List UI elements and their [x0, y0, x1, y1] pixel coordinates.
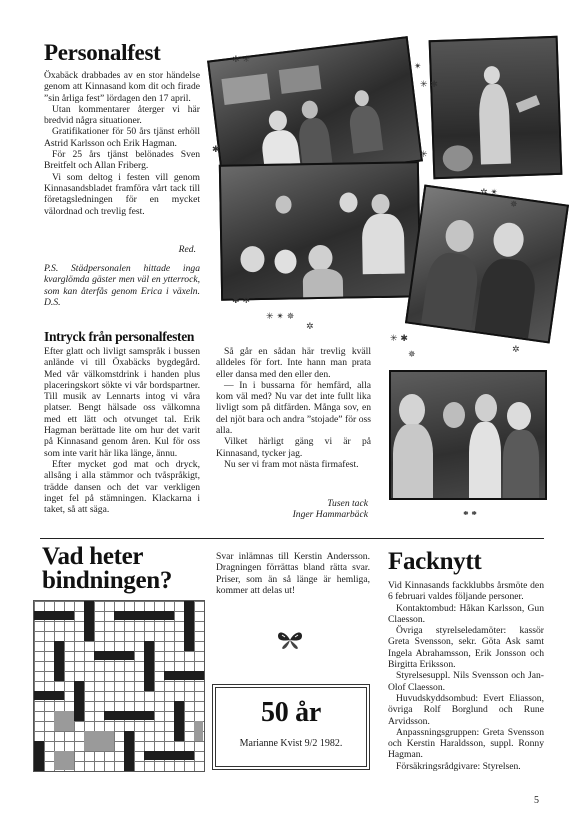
photo-couple	[405, 185, 569, 344]
photo-group	[219, 161, 421, 300]
intryck-col2-p1: Så går en sådan här trevlig kväll alldeles för fort. Inte hann man prata eller dansa med den eller den.	[216, 346, 371, 380]
facknytt-p4: Styrelsesuppl. Nils Svensson och Jan-Olof Claesson.	[388, 670, 544, 693]
personalfest-title: Personalfest	[44, 40, 161, 65]
personalfest-ps: P.S. Städpersonalen hittade inga kvarglömda gäster men väl en ytterrock, som kan återfås genom Erica i växeln. D.S.	[44, 263, 200, 308]
star-icon: ✲ ✴	[480, 188, 498, 198]
intryck-col1-p2: Efter mycket god mat och dryck, allsång i alla stämmor och tvåspråkigt, trädde dansen och det var verkligen inget fel på stämningen. Klackarna i taket, så att säga.	[44, 458, 200, 516]
star-icon: ✳ ✱	[420, 80, 438, 90]
page-number: 5	[534, 795, 539, 806]
intryck-col1-p1: Efter glatt och livligt samspråk i bussen anlände vi till Öxabäcks bygdegård. Med vår välkomstdrink i handen plus placeringskort sökte vi vår bordspartner. Till musik av Lennarts intog vi våra platser. Bengt hälsade oss välkomna med ett lätt och otvunget tal. Erik Hagman berättade lite om hur det varit på Kinnasand genom åren. Kul för oss som inte varit här lika länge, ännu.	[44, 346, 200, 459]
personalfest-p4: För 25 års tjänst belönades Sven Breitfelt och Allan Friberg.	[44, 149, 200, 172]
intryck-thanks: Tusen tack	[327, 498, 368, 509]
star-icon: ✵	[510, 200, 518, 210]
star-icon: ✲ ✳	[232, 55, 250, 65]
facknytt-p5: Huvudskyddsombud: Evert Eliasson, övriga Rolf Borglund och Rune Arvidsson.	[388, 692, 544, 727]
facknytt-body	[388, 580, 544, 772]
facknytt-p7: Försäkringsrådgivare: Styrelsen.	[396, 760, 521, 772]
facknytt-p3: Övriga styrelseledamöter: kassör Greta Svensson, sekr. Göta Ask samt Ingela Abrahamsson, Erik Jonsson och Birgitta Eriksson.	[388, 625, 544, 671]
star-icon: ✳ ✴ ✵	[266, 312, 295, 322]
anniversary-title: 50 år	[261, 697, 321, 728]
anniversary-box	[212, 684, 370, 770]
star-icon: ✱ ✲	[232, 296, 250, 306]
personalfest-p3: Gratifikationer för 50 års tjänst erhöll Astrid Karlsson och Erik Hagman.	[44, 126, 200, 149]
star-icon: ✵	[408, 350, 416, 360]
section-divider	[40, 538, 544, 539]
bindningen-title-line1: Vad heter	[42, 543, 144, 570]
anniversary-subtitle: Marianne Kvist 9/2 1982.	[239, 738, 343, 749]
star-icon: ✴	[414, 62, 422, 72]
butterfly-icon	[276, 630, 304, 650]
star-icon: ✲	[512, 345, 520, 355]
weave-pattern	[33, 600, 205, 772]
star-icon: ✳ ✱	[390, 334, 408, 344]
personalfest-body	[44, 70, 200, 217]
star-icon: ✲	[306, 322, 314, 332]
star-icon: ✱	[212, 145, 220, 155]
facknytt-p2: Kontaktombud: Håkan Karlsson, Gun Claesson.	[388, 602, 544, 625]
star-icon: ✳	[420, 150, 428, 160]
intryck-col2-p4: Nu ser vi fram mot nästa firmafest.	[224, 458, 359, 470]
facknytt-p6: Anpassningsgruppen: Greta Svensson och Kerstin Haraldsson, suppl. Ronny Hagman.	[388, 726, 544, 761]
photo-ladies	[389, 370, 547, 500]
personalfest-p2: Utan kommentarer återger vi här bredvid några situationer.	[44, 103, 200, 127]
personalfest-p5: Vi som deltog i festen vill genom Kinnasandsbladet framföra vårt tack till företagsledningen för en mycket välordnad och trevlig fest.	[44, 171, 200, 217]
intryck-col2	[216, 346, 371, 470]
personalfest-signature: Red.	[178, 244, 196, 255]
bindningen-title-line2: bindningen?	[42, 567, 173, 594]
personalfest-p1: Öxabäck drabbades av en stor händelse genom att Kinnasand kom dit och firade ”sin årliga fest” lördagen den 17 april.	[44, 70, 200, 104]
intryck-author: Inger Hammarbäck	[292, 509, 368, 520]
intryck-col2-p2: — In i bussarna för hemfärd, alla kom väl med? Nu var det inte fullt lika livligt som på ditfärden. Många sov, en del njöt bara och andra ”stojade” för oss alla.	[216, 379, 371, 437]
bindningen-text: Svar inlämnas till Kerstin Andersson. Dragningen förrättas bland rätta svar. Priser, som än så länge är hemliga, kommer att delas ut!	[216, 551, 370, 596]
intryck-title: Intryck från personalfesten	[44, 329, 195, 344]
photo-musician	[429, 36, 563, 179]
intryck-end-stars: * *	[463, 509, 477, 521]
intryck-col1	[44, 346, 200, 515]
facknytt-p1: Vid Kinnasands fackklubbs årsmöte den 6 februari valdes följande personer.	[388, 580, 544, 603]
intryck-col2-p3: Vilket härligt gäng vi är på Kinnasand, tycker jag.	[216, 436, 371, 459]
facknytt-title: Facknytt	[388, 548, 482, 575]
